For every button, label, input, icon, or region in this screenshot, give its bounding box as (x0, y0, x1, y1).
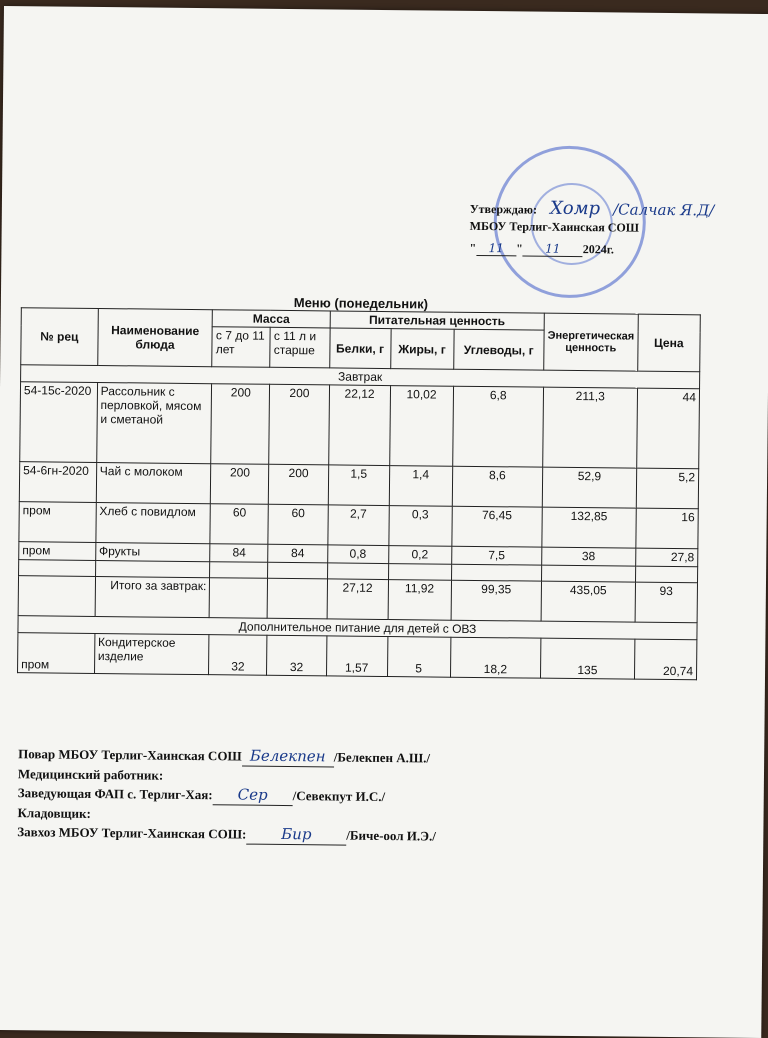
header-carbs: Углеводы, г (453, 329, 544, 370)
header-mass: Масса (213, 310, 330, 328)
header-price: Цена (637, 314, 700, 372)
approve-month: 11 (523, 241, 583, 257)
approve-day: 11 (476, 241, 516, 256)
extra-label: Дополнительное питание для детей с ОВЗ (18, 616, 697, 640)
signatures-block (17, 744, 437, 846)
total-row: Итого за завтрак: 27,12 11,92 99,35 435,05 93 (18, 576, 697, 623)
document-page (0, 6, 768, 1038)
table-row: 54-6гн-2020 Чай с молоком 200 200 1,5 1,4 8,6 52,9 5,2 (19, 462, 698, 509)
header-name: Наименование блюда (97, 309, 212, 367)
approve-name: /Салчак Я.Д/ (613, 200, 715, 220)
menu-table (17, 307, 701, 680)
header-nutrition: Питательная ценность (330, 311, 545, 330)
breakfast-label: Завтрак (21, 365, 700, 389)
header-rec: № рец (21, 308, 98, 366)
table-row: пром Фрукты 84 84 0,8 0,2 7,5 38 27,8 (19, 542, 698, 567)
header-mass-11: с 11 л и старше (270, 327, 330, 368)
total-label: Итого за завтрак: (95, 576, 210, 617)
table-row: пром Кондитерское изделие 32 32 1,57 5 18,2 135 20,74 (18, 633, 697, 680)
approve-school: МБОУ Терлиг-Хаинская СОШ (469, 218, 640, 235)
approve-year: 2024г. (582, 242, 615, 257)
medic-line: Медицинский работник: (17, 766, 164, 783)
header-energy: Энергетическая ценность (544, 313, 638, 371)
table-row: 54-15с-2020 Рассольник с перловкой, мясом и сметаной 200 200 22,12 10,02 6,8 211,3 44 (20, 382, 700, 469)
header-mass-7-11: с 7 до 11 лет (212, 327, 270, 368)
header-fat: Жиры, г (390, 329, 453, 370)
cook-line: Повар МБОУ Терлиг-Хаинская СОШ Белекпен /Белекпен А.Ш./ (18, 746, 431, 766)
supply-line: Завхоз МБОУ Терлиг-Хаинская СОШ: Бир /Биче-оол И.Э./ (17, 822, 436, 846)
menu-title: Меню (понедельник) (293, 295, 429, 312)
table-row: пром Хлеб с повидлом 60 60 2,7 0,3 76,45 132,85 16 (19, 502, 698, 549)
cook-signature: Белекпен (249, 746, 326, 766)
approve-label: Утверждаю: (469, 201, 538, 217)
approve-signature: Хомр (549, 197, 601, 220)
approve-date: " 11 " 11 2024г. (469, 240, 615, 257)
header-protein: Белки, г (329, 328, 390, 369)
fap-signature: Сер (237, 785, 268, 804)
approval-block (469, 197, 714, 266)
supply-signature: Бир (281, 824, 312, 844)
fap-line: Заведующая ФАП с. Терлиг-Хая: Сер /Севекпут И.С./ (18, 783, 437, 807)
storekeeper-line: Кладовщик: (17, 805, 91, 821)
